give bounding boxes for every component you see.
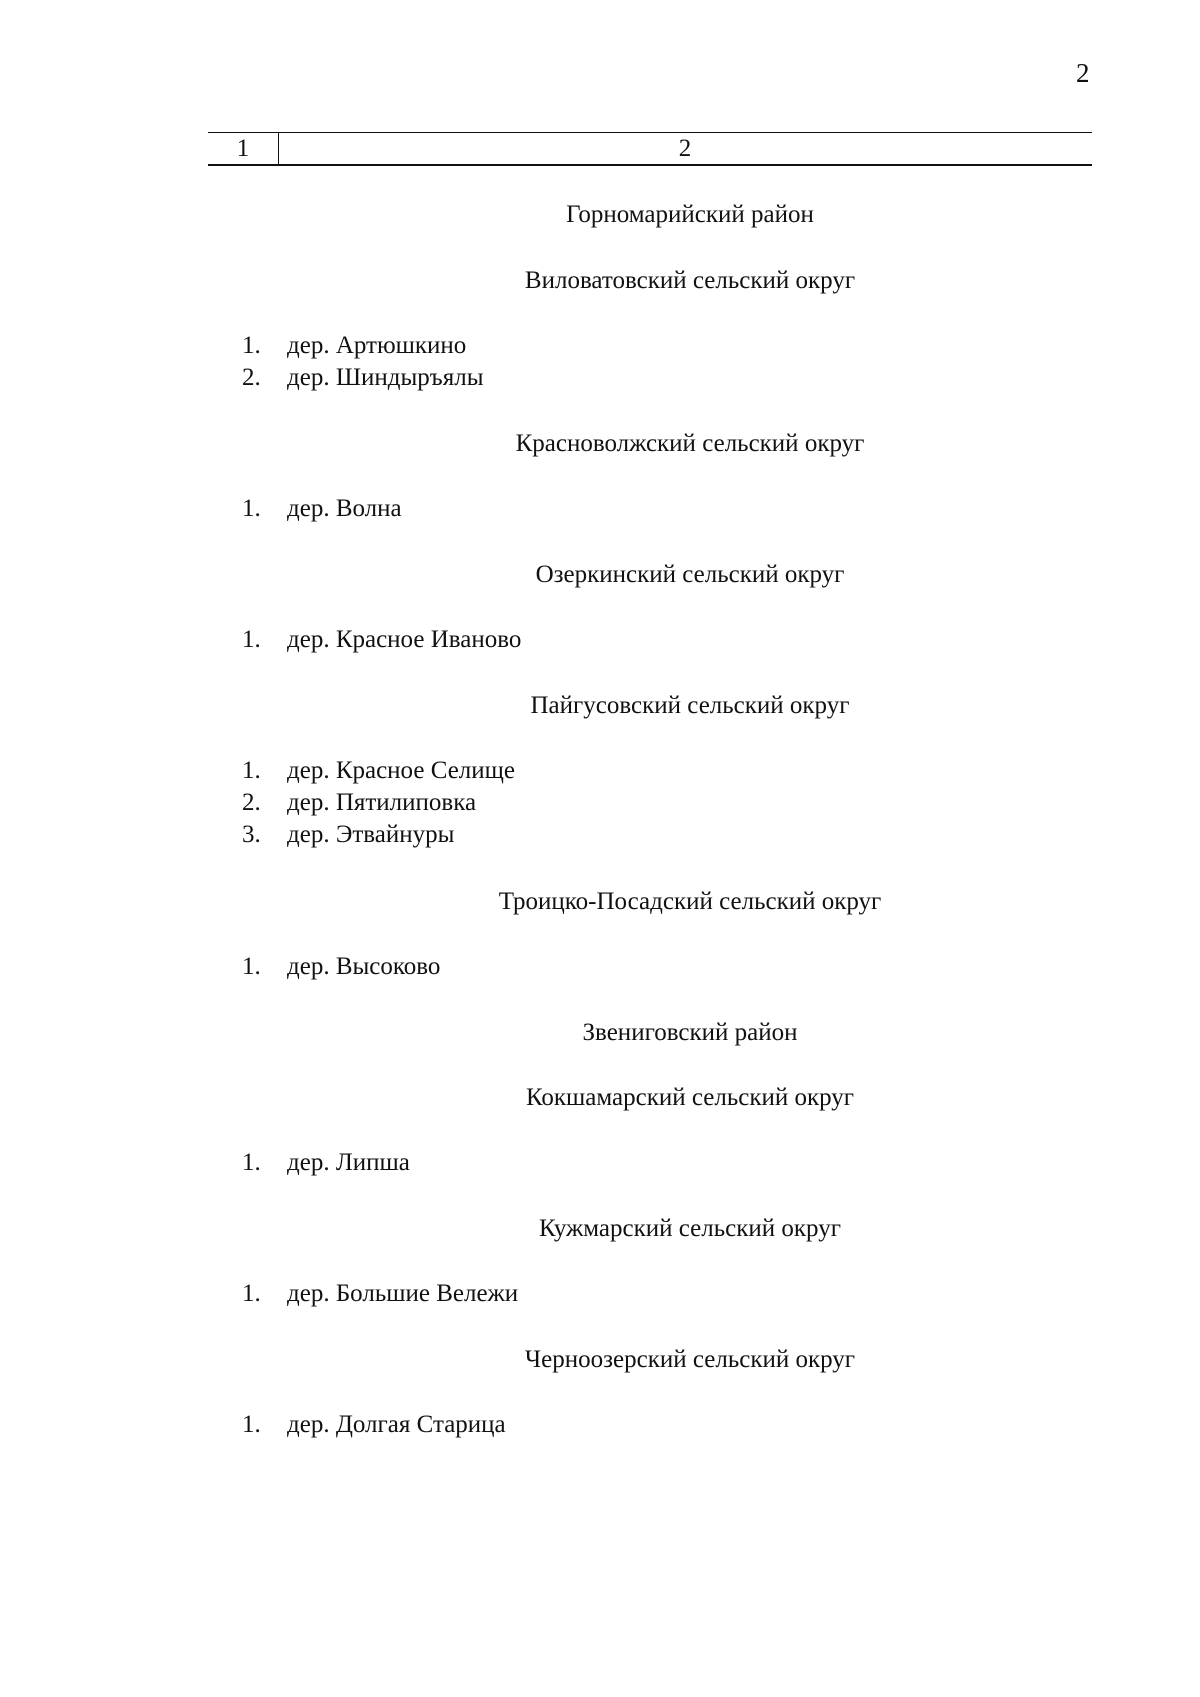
item-number: 1. (242, 495, 261, 522)
item-number: 1. (242, 1280, 261, 1307)
list-item (242, 756, 515, 786)
okrug-heading: Троицко-Посадский сельский округ (498, 888, 882, 915)
header-top-rule (208, 132, 1092, 133)
item-number: 3. (242, 821, 261, 848)
district-heading: Звениговский район (582, 1019, 798, 1046)
list-item (242, 363, 484, 393)
item-text: дер. Этвайнуры (287, 821, 455, 848)
okrug-heading: Кокшамарский сельский округ (525, 1084, 855, 1111)
item-text: дер. Красное Селище (287, 757, 515, 784)
list-item (242, 788, 476, 818)
item-number: 1. (242, 953, 261, 980)
page-number: 2 (1076, 58, 1090, 88)
list-item (242, 1148, 410, 1178)
okrug-heading: Виловатовский сельский округ (524, 267, 856, 294)
okrug-heading: Озеркинский сельский округ (535, 561, 845, 588)
item-text: дер. Артюшкино (287, 332, 467, 359)
okrug-heading: Красноволжский сельский округ (515, 430, 865, 457)
district-heading: Горномарийский район (566, 201, 814, 228)
list-item (242, 494, 402, 524)
item-number: 1. (242, 1149, 261, 1176)
item-number: 2. (242, 789, 261, 816)
item-text: дер. Высоково (287, 953, 441, 980)
item-text: дер. Липша (287, 1149, 410, 1176)
column-header (208, 130, 1092, 167)
item-number: 1. (242, 332, 261, 359)
list-item (242, 331, 466, 361)
okrug-heading: Пайгусовский сельский округ (530, 692, 850, 719)
list-item (242, 625, 521, 655)
list-item (242, 1279, 518, 1309)
item-number: 2. (242, 364, 261, 391)
item-number: 1. (242, 757, 261, 784)
item-text: дер. Пятилиповка (287, 789, 477, 816)
column-2-label: 2 (678, 135, 692, 162)
item-number: 1. (242, 1411, 261, 1438)
item-text: дер. Красное Иваново (287, 626, 522, 653)
list-item (242, 820, 454, 850)
item-text: дер. Долгая Старица (287, 1411, 506, 1438)
okrug-heading: Черноозерский сельский округ (524, 1346, 856, 1373)
header-bottom-rule (208, 164, 1092, 166)
list-item (242, 1410, 506, 1440)
item-number: 1. (242, 626, 261, 653)
okrug-heading: Кужмарский сельский округ (539, 1215, 841, 1242)
column-1-label: 1 (236, 135, 250, 162)
item-text: дер. Шиндыръялы (287, 364, 484, 391)
item-text: дер. Большие Вележи (287, 1280, 519, 1307)
list-item (242, 952, 440, 982)
item-text: дер. Волна (287, 495, 402, 522)
